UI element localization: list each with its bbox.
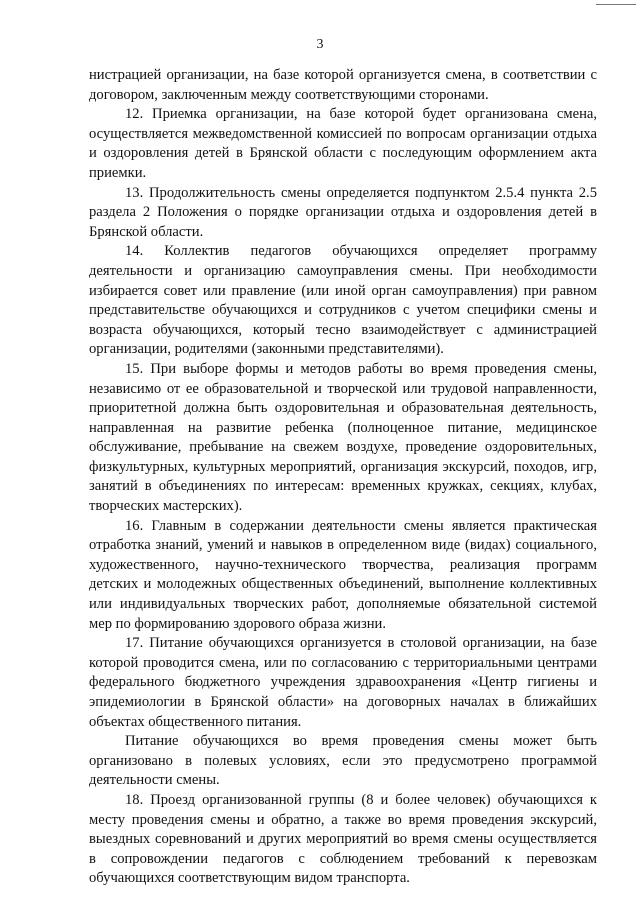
paragraph-17: 17. Питание обучающихся организуется в столовой организации, на базе которой проводится смена, или по согласованию с территориальными центрами федерального бюджетного учреждения здравоохранения «Центр гигиены и эпидемиологии в Брянской области» на договорных началах в ближайших объектах общественного питания. <box>89 635 597 730</box>
document-body <box>89 66 597 889</box>
page-number: 3 <box>316 37 324 52</box>
paragraph-16: 16. Главным в содержании деятельности смены является практическая отработка знаний, умений и навыков в определенном виде (видах) социального, художественного, научно-технического творчества, реализация программ детских и молодежных общественных объединений, выполнение коллективных или индивидуальных творческих работ, дополняемые обязательной системой мер по формированию здорового образа жизни. <box>89 517 597 632</box>
paragraph-15: 15. При выборе формы и методов работы во время проведения смены, независимо от ее образовательной и творческой или трудовой направленности, приоритетной должна быть оздоровительная и образовательная деятельность, направленная на развитие ребенка (полноценное питание, медицинское обслуживание, пребывание на свежем воздухе, проведение оздоровительных, физкультурных, культурных мероприятий, организация экскурсий, походов, игр, занятий в объединениях по интересам: временных кружках, секциях, клубах, творческих мастерских). <box>89 360 597 515</box>
scan-corner-mark <box>596 4 636 5</box>
paragraph-12: 12. Приемка организации, на базе которой будет организована смена, осуществляется межведомственной комиссией по вопросам организации отдыха и оздоровления детей в Брянской области с последующим оформлением акта приемки. <box>89 106 597 181</box>
paragraph-13: 13. Продолжительность смены определяется подпунктом 2.5.4 пункта 2.5 раздела 2 Положения о порядке организации отдыха и оздоровления детей в Брянской области. <box>89 184 597 240</box>
paragraph-14: 14. Коллектив педагогов обучающихся определяет программу деятельности и организацию самоуправления смены. При необходимости избирается совет или правление (или иной орган самоуправления) при равном представительстве обучающихся и сотрудников с учетом специфики смены и возраста обучающихся, который тесно взаимодействует с администрацией организации, родителями (законными представителями). <box>89 243 597 358</box>
paragraph-continuation: нистрацией организации, на базе которой организуется смена, в соответствии с договором, заключенным между соответствующими сторонами. <box>89 67 597 103</box>
paragraph-18: 18. Проезд организованной группы (8 и более человек) обучающихся к месту проведения смены и обратно, а также во время проведения экскурсий, выездных соревнований и других мероприятий во время смены осуществляется в сопровождении педагогов с соблюдением требований к перевозкам обучающихся соответствующим видом транспорта. <box>89 791 597 887</box>
paragraph-17-food: Питание обучающихся во время проведения смены может быть организовано в полевых условиях, если это предусмотрено программой деятельности смены. <box>89 733 597 789</box>
